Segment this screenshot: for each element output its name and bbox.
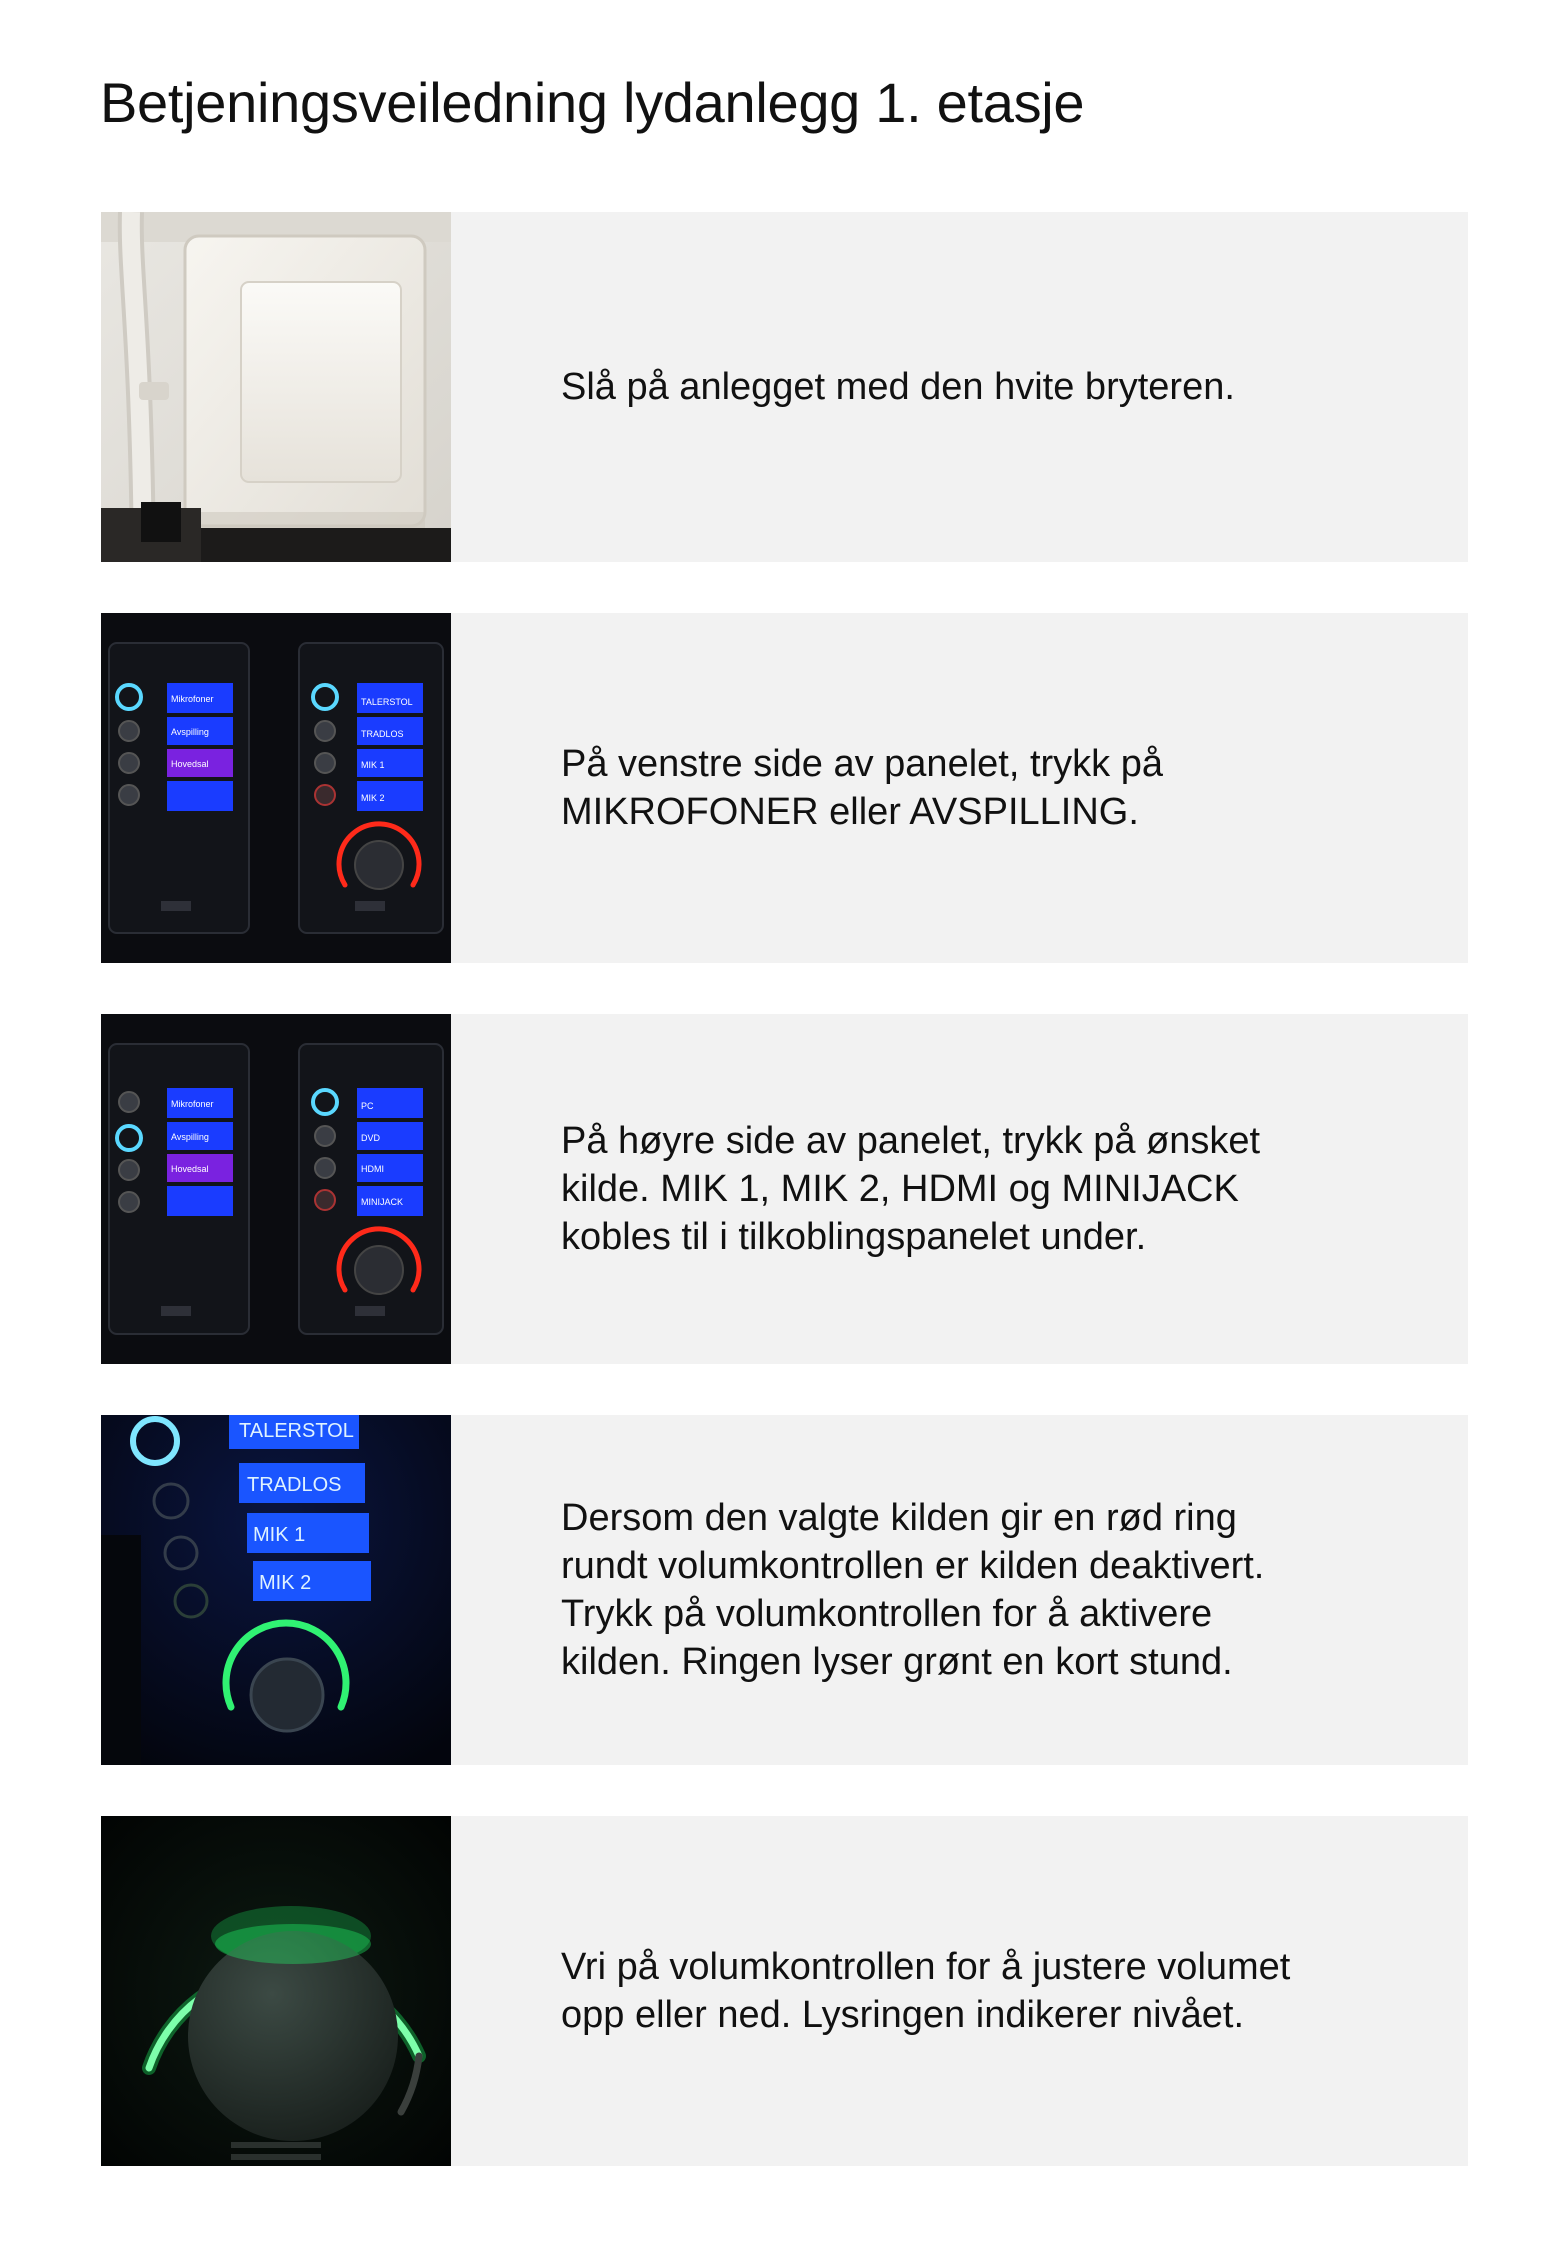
panel-label-2: TRADLOS bbox=[247, 1474, 342, 1496]
panel-label-6: TRADLOS bbox=[361, 729, 404, 739]
control-panel-photo bbox=[101, 613, 451, 963]
wall-switch-photo bbox=[101, 212, 451, 562]
step-3 bbox=[101, 1014, 1468, 1364]
step-4-instruction: Dersom den valgte kilden gir en rød ring rundt volumkontrollen er kilden deaktivert. Trykk på volumkontrollen for å aktivere kilden. Ringen lyser grønt en kort stund. bbox=[561, 1497, 1265, 1683]
step-2 bbox=[101, 613, 1468, 963]
step-5 bbox=[101, 1816, 1468, 2166]
volume-knob-photo bbox=[101, 1816, 451, 2166]
panel-label-4: MIK 2 bbox=[259, 1572, 312, 1594]
panel-label-2: Avspilling bbox=[171, 727, 209, 737]
control-panel-photo bbox=[101, 1014, 451, 1364]
panel-label-1: TALERSTOL bbox=[239, 1420, 354, 1442]
closeup-panel-photo bbox=[101, 1415, 451, 1765]
panel-label-1: Mikrofoner bbox=[171, 694, 214, 704]
step-3-instruction: På høyre side av panelet, trykk på ønsket kilde. MIK 1, MIK 2, HDMI og MINIJACK kobles til i tilkoblingspanelet under. bbox=[561, 1120, 1261, 1258]
step-1 bbox=[101, 212, 1468, 562]
panel-label-3: Hovedsal bbox=[171, 1164, 209, 1174]
panel-label-3: MIK 1 bbox=[253, 1524, 306, 1546]
step-2-instruction: På venstre side av panelet, trykk på MIKROFONER eller AVSPILLING. bbox=[561, 743, 1163, 833]
panel-label-3: Hovedsal bbox=[171, 759, 209, 769]
panel-label-5: PC bbox=[361, 1101, 374, 1111]
step-4 bbox=[101, 1415, 1468, 1765]
panel-label-2: Avspilling bbox=[171, 1132, 209, 1142]
panel-label-7: HDMI bbox=[361, 1164, 384, 1174]
panel-label-1: Mikrofoner bbox=[171, 1099, 214, 1109]
panel-label-5: TALERSTOL bbox=[361, 697, 413, 707]
panel-label-7: MIK 1 bbox=[361, 760, 385, 770]
panel-label-8: MIK 2 bbox=[361, 793, 385, 803]
panel-label-8: MINIJACK bbox=[361, 1197, 404, 1207]
panel-label-6: DVD bbox=[361, 1133, 381, 1143]
page-title: Betjeningsveiledning lydanlegg 1. etasje bbox=[100, 71, 1085, 134]
step-1-instruction: Slå på anlegget med den hvite bryteren. bbox=[561, 366, 1235, 408]
step-5-instruction: Vri på volumkontrollen for å justere volumet opp eller ned. Lysringen indikerer nivået. bbox=[561, 1946, 1291, 2036]
